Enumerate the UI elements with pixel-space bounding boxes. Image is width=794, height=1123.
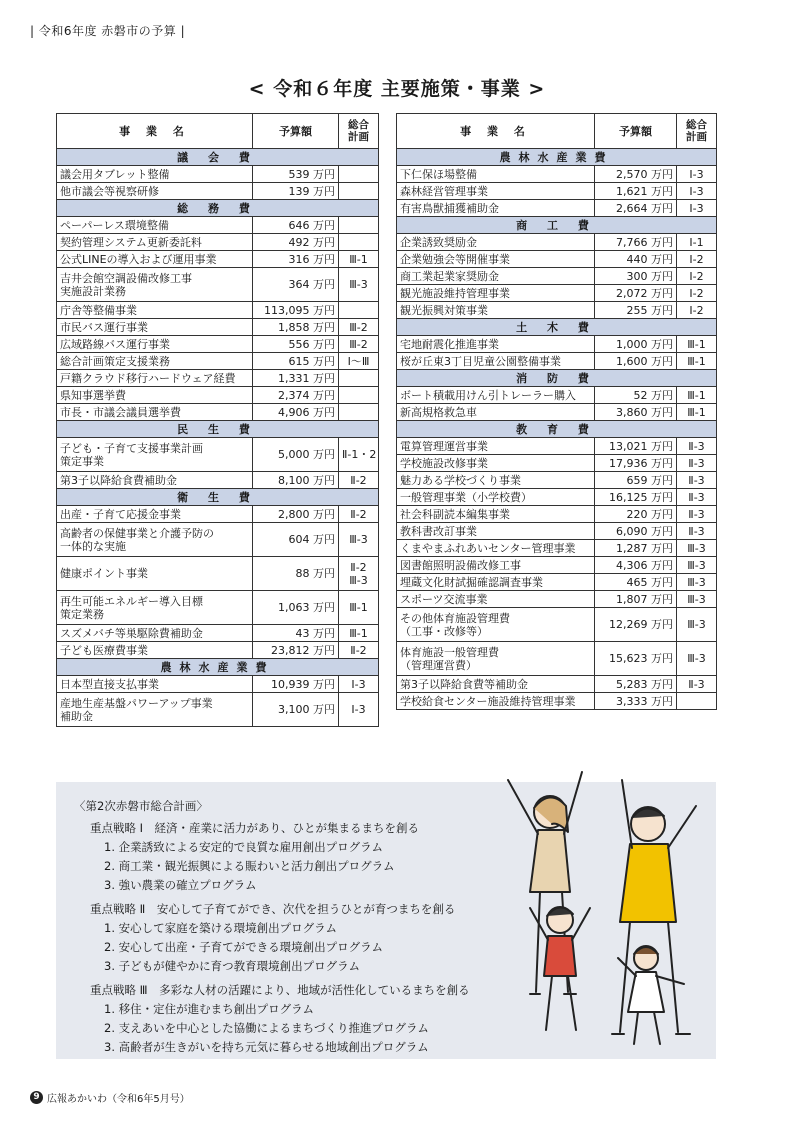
plan-code: Ⅰ-2	[677, 268, 717, 285]
plan-code	[339, 217, 379, 234]
boy-figure	[530, 907, 590, 1030]
plan-code: Ⅲ-3	[339, 268, 379, 302]
plan-code: Ⅰ-3	[339, 693, 379, 727]
category-label: 消 防 費	[397, 370, 717, 387]
plan-code: Ⅲ-1	[677, 353, 717, 370]
category-row	[57, 421, 379, 438]
project-name: 第3子以降給食費補助金	[57, 472, 253, 489]
budget-amount: 604 万円	[253, 523, 339, 557]
strategy-title: 重点戦略 Ⅱ 安心して子育てができ、次代を担うひとが育つまちを創る	[90, 902, 456, 916]
column-header-name: 事 業 名	[397, 114, 595, 149]
project-name: 電算管理運営事業	[397, 438, 595, 455]
column-header-budget: 予算額	[253, 114, 339, 149]
plan-code: Ⅲ-2	[339, 336, 379, 353]
project-name: 健康ポイント事業	[57, 557, 253, 591]
table-row	[397, 302, 717, 319]
project-name: 子ども・子育て支援事業計画 策定事業	[57, 438, 253, 472]
project-name: 観光振興対策事業	[397, 302, 595, 319]
plan-code: Ⅲ-3	[339, 523, 379, 557]
budget-amount: 3,100 万円	[253, 693, 339, 727]
category-row	[57, 489, 379, 506]
budget-amount: 139 万円	[253, 183, 339, 200]
category-label: 総 務 費	[57, 200, 379, 217]
budget-amount: 300 万円	[595, 268, 677, 285]
project-name: 図書館照明設備改修工事	[397, 557, 595, 574]
budget-amount: 1,807 万円	[595, 591, 677, 608]
table-row	[57, 625, 379, 642]
budget-amount: 2,664 万円	[595, 200, 677, 217]
plan-code	[339, 183, 379, 200]
budget-amount: 13,021 万円	[595, 438, 677, 455]
table-row	[57, 676, 379, 693]
plan-code	[339, 370, 379, 387]
budget-amount: 659 万円	[595, 472, 677, 489]
comprehensive-plan-notes	[74, 798, 534, 1063]
project-name: ペーパーレス環境整備	[57, 217, 253, 234]
project-name: その他体育施設管理費 （工事・改修等）	[397, 608, 595, 642]
budget-amount: 5,000 万円	[253, 438, 339, 472]
plan-code: Ⅲ-1	[677, 404, 717, 421]
budget-amount: 8,100 万円	[253, 472, 339, 489]
project-name: 市民バス運行事業	[57, 319, 253, 336]
project-name: 魅力ある学校づくり事業	[397, 472, 595, 489]
budget-amount: 6,090 万円	[595, 523, 677, 540]
table-row	[57, 302, 379, 319]
column-header-name: 事 業 名	[57, 114, 253, 149]
plan-code: Ⅱ-3	[677, 489, 717, 506]
category-row	[57, 200, 379, 217]
budget-amount: 7,766 万円	[595, 234, 677, 251]
plan-code: Ⅱ-3	[677, 438, 717, 455]
project-name: 学校給食センター施設維持管理事業	[397, 693, 595, 710]
budget-amount: 113,095 万円	[253, 302, 339, 319]
budget-amount: 316 万円	[253, 251, 339, 268]
budget-amount: 1,331 万円	[253, 370, 339, 387]
budget-amount: 220 万円	[595, 506, 677, 523]
budget-table-left	[56, 113, 379, 727]
budget-amount: 539 万円	[253, 166, 339, 183]
table-row	[57, 642, 379, 659]
plan-code: Ⅰ-2	[677, 251, 717, 268]
table-row	[57, 506, 379, 523]
plan-code: Ⅲ-2	[339, 319, 379, 336]
table-row	[57, 472, 379, 489]
plan-code: Ⅱ-3	[677, 676, 717, 693]
table-row	[57, 693, 379, 727]
plan-code: Ⅲ-3	[677, 608, 717, 642]
budget-amount: 1,063 万円	[253, 591, 339, 625]
plan-code: Ⅱ-3	[677, 472, 717, 489]
project-name: 市長・市議会議員選挙費	[57, 404, 253, 421]
project-name: スポーツ交流事業	[397, 591, 595, 608]
plan-code: Ⅲ-3	[677, 557, 717, 574]
budget-amount: 88 万円	[253, 557, 339, 591]
project-name: 埋蔵文化財試掘確認調査事業	[397, 574, 595, 591]
table-row	[57, 557, 379, 591]
budget-amount: 465 万円	[595, 574, 677, 591]
project-name: 広域路線バス運行事業	[57, 336, 253, 353]
footer	[30, 1090, 190, 1105]
project-name: 契約管理システム更新委託料	[57, 234, 253, 251]
plan-code: Ⅲ-1	[339, 625, 379, 642]
program-item: 1. 移住・定住が進むまち創出プログラム	[104, 1002, 315, 1016]
plan-code: Ⅱ-3	[677, 523, 717, 540]
table-row	[397, 336, 717, 353]
table-row	[397, 285, 717, 302]
table-row	[57, 404, 379, 421]
project-name: 一般管理事業（小学校費）	[397, 489, 595, 506]
column-header-plan: 総合 計画	[339, 114, 379, 149]
project-name: 産地生産基盤パワーアップ事業 補助金	[57, 693, 253, 727]
category-row	[57, 149, 379, 166]
table-row	[57, 217, 379, 234]
table-row	[397, 472, 717, 489]
table-row	[397, 455, 717, 472]
category-row	[57, 659, 379, 676]
project-name: 吉井会館空調設備改修工事 実施設計業務	[57, 268, 253, 302]
project-name: 森林経営管理事業	[397, 183, 595, 200]
program-item: 3. 高齢者が生きがいを持ち元気に暮らせる地域創出プログラム	[104, 1040, 429, 1054]
plan-code: Ⅰ-2	[677, 302, 717, 319]
project-name: 桜が丘東3丁目児童公園整備事業	[397, 353, 595, 370]
category-label: 民 生 費	[57, 421, 379, 438]
budget-amount: 2,800 万円	[253, 506, 339, 523]
plan-code: Ⅰ-3	[677, 166, 717, 183]
budget-amount: 4,306 万円	[595, 557, 677, 574]
table-row	[397, 489, 717, 506]
table-row	[397, 234, 717, 251]
budget-amount: 646 万円	[253, 217, 339, 234]
table-row	[397, 693, 717, 710]
budget-amount: 12,269 万円	[595, 608, 677, 642]
budget-table-right	[396, 113, 717, 710]
budget-amount: 2,570 万円	[595, 166, 677, 183]
program-item: 2. 商工業・観光振興による賑わいと活力創出プログラム	[104, 859, 395, 873]
project-name: 宅地耐震化推進事業	[397, 336, 595, 353]
budget-amount: 2,072 万円	[595, 285, 677, 302]
plan-code	[677, 693, 717, 710]
family-cheering-illustration	[500, 762, 710, 1052]
table-row	[57, 591, 379, 625]
plan-code: Ⅱ-2	[339, 472, 379, 489]
project-name: 企業勉強会等開催事業	[397, 251, 595, 268]
budget-amount: 23,812 万円	[253, 642, 339, 659]
budget-amount: 615 万円	[253, 353, 339, 370]
table-row	[57, 234, 379, 251]
program-item: 1. 企業誘致による安定的で良質な雇用創出プログラム	[104, 840, 384, 854]
budget-amount: 3,860 万円	[595, 404, 677, 421]
table-row	[397, 387, 717, 404]
strategy-title: 重点戦略 Ⅰ 経済・産業に活力があり、ひとが集まるまちを創る	[90, 821, 420, 835]
plan-code	[339, 404, 379, 421]
page-title: < 令和６年度 主要施策・事業 >	[248, 78, 546, 100]
budget-amount: 1,600 万円	[595, 353, 677, 370]
plan-code: Ⅰ-3	[677, 183, 717, 200]
budget-amount: 556 万円	[253, 336, 339, 353]
plan-code	[339, 387, 379, 404]
plan-code: Ⅰ-1	[677, 234, 717, 251]
budget-amount: 16,125 万円	[595, 489, 677, 506]
project-name: 企業誘致奨励金	[397, 234, 595, 251]
category-label: 農林水産業費	[397, 149, 717, 166]
category-row	[397, 217, 717, 234]
project-name: 高齢者の保健事業と介護予防の 一体的な実施	[57, 523, 253, 557]
project-name: 学校施設改修事業	[397, 455, 595, 472]
category-label: 商 工 費	[397, 217, 717, 234]
budget-amount: 2,374 万円	[253, 387, 339, 404]
plan-code	[339, 234, 379, 251]
table-row	[57, 166, 379, 183]
program-item: 3. 強い農業の確立プログラム	[104, 878, 257, 892]
table-row	[397, 200, 717, 217]
plan-code: Ⅱ-3	[677, 506, 717, 523]
budget-amount: 17,936 万円	[595, 455, 677, 472]
budget-table-left-body	[57, 149, 379, 727]
plan-code: Ⅲ-3	[677, 540, 717, 557]
project-name: 第3子以降給食費等補助金	[397, 676, 595, 693]
category-label: 教 育 費	[397, 421, 717, 438]
table-row	[397, 506, 717, 523]
table-row	[397, 591, 717, 608]
plan-code	[339, 302, 379, 319]
notes-heading: 〈第2次赤磐市総合計画〉	[74, 799, 208, 813]
column-header-budget: 予算額	[595, 114, 677, 149]
table-row	[57, 438, 379, 472]
table-row	[397, 540, 717, 557]
category-label: 土 木 費	[397, 319, 717, 336]
plan-code: Ⅲ-1	[339, 591, 379, 625]
budget-amount: 1,621 万円	[595, 183, 677, 200]
strategy-3	[74, 982, 534, 1055]
table-row	[397, 268, 717, 285]
strategy-2	[74, 901, 534, 974]
table-row	[57, 268, 379, 302]
project-name: 有害鳥獣捕獲補助金	[397, 200, 595, 217]
category-row	[397, 370, 717, 387]
budget-amount: 364 万円	[253, 268, 339, 302]
project-name: くまやまふれあいセンター管理事業	[397, 540, 595, 557]
table-row	[397, 574, 717, 591]
table-row	[397, 166, 717, 183]
budget-table-right-body	[397, 149, 717, 710]
table-row	[57, 353, 379, 370]
table-row	[57, 370, 379, 387]
plan-code: Ⅰ-3	[339, 676, 379, 693]
plan-code: Ⅲ-3	[677, 591, 717, 608]
budget-amount: 52 万円	[595, 387, 677, 404]
project-name: 子ども医療費事業	[57, 642, 253, 659]
table-row	[397, 438, 717, 455]
budget-amount: 1,000 万円	[595, 336, 677, 353]
table-row	[57, 523, 379, 557]
program-item: 2. 支えあいを中心とした協働によるまちづくり推進プログラム	[104, 1021, 429, 1035]
budget-amount: 1,858 万円	[253, 319, 339, 336]
plan-code: Ⅱ-1・2	[339, 438, 379, 472]
category-label: 農林水産業費	[57, 659, 379, 676]
publication-name: 広報あかいわ（令和6年5月号）	[47, 1094, 190, 1105]
project-name: 出産・子育て応援金事業	[57, 506, 253, 523]
budget-amount: 3,333 万円	[595, 693, 677, 710]
category-label: 議 会 費	[57, 149, 379, 166]
project-name: 公式LINEの導入および運用事業	[57, 251, 253, 268]
category-row	[397, 421, 717, 438]
plan-code: Ⅰ〜Ⅲ	[339, 353, 379, 370]
budget-amount: 1,287 万円	[595, 540, 677, 557]
table-row	[397, 642, 717, 676]
budget-amount: 43 万円	[253, 625, 339, 642]
project-name: 教科書改訂事業	[397, 523, 595, 540]
project-name: 庁舎等整備事業	[57, 302, 253, 319]
project-name: 議会用タブレット整備	[57, 166, 253, 183]
plan-code: Ⅱ-3	[677, 455, 717, 472]
plan-code: Ⅰ-3	[677, 200, 717, 217]
project-name: 観光施設維持管理事業	[397, 285, 595, 302]
table-row	[397, 557, 717, 574]
table-row	[57, 183, 379, 200]
table-row	[57, 319, 379, 336]
table-row	[57, 387, 379, 404]
program-item: 1. 安心して家庭を築ける環境創出プログラム	[104, 921, 338, 935]
table-row	[397, 183, 717, 200]
budget-amount: 255 万円	[595, 302, 677, 319]
header-tag: | 令和6年度 赤磐市の予算 |	[30, 24, 186, 38]
strategy-1	[74, 820, 534, 893]
page-number: 9	[30, 1091, 43, 1104]
budget-amount: 4,906 万円	[253, 404, 339, 421]
category-label: 衛 生 費	[57, 489, 379, 506]
plan-code: Ⅱ-2 Ⅲ-3	[339, 557, 379, 591]
table-row	[397, 523, 717, 540]
budget-amount: 440 万円	[595, 251, 677, 268]
strategy-title: 重点戦略 Ⅲ 多彩な人材の活躍により、地域が活性化しているまちを創る	[90, 983, 470, 997]
program-item: 2. 安心して出産・子育てができる環境創出プログラム	[104, 940, 384, 954]
plan-code: Ⅲ-1	[339, 251, 379, 268]
project-name: 総合計画策定支援業務	[57, 353, 253, 370]
project-name: 新高規格救急車	[397, 404, 595, 421]
table-row	[397, 608, 717, 642]
table-row	[57, 336, 379, 353]
plan-code: Ⅱ-2	[339, 506, 379, 523]
plan-code: Ⅰ-2	[677, 285, 717, 302]
category-row	[397, 319, 717, 336]
table-row	[397, 404, 717, 421]
budget-amount: 10,939 万円	[253, 676, 339, 693]
project-name: 戸籍クラウド移行ハードウェア経費	[57, 370, 253, 387]
project-name: 再生可能エネルギー導入目標 策定業務	[57, 591, 253, 625]
budget-amount: 15,623 万円	[595, 642, 677, 676]
plan-code: Ⅲ-1	[677, 336, 717, 353]
table-row	[397, 353, 717, 370]
project-name: 他市議会等視察研修	[57, 183, 253, 200]
column-header-plan: 総合 計画	[677, 114, 717, 149]
table-row	[57, 251, 379, 268]
plan-code: Ⅲ-3	[677, 574, 717, 591]
table-row	[397, 251, 717, 268]
table-row	[397, 676, 717, 693]
project-name: 下仁保ほ場整備	[397, 166, 595, 183]
category-row	[397, 149, 717, 166]
project-name: 商工業起業家奨励金	[397, 268, 595, 285]
budget-amount: 5,283 万円	[595, 676, 677, 693]
project-name: ボート積載用けん引トレーラー購入	[397, 387, 595, 404]
plan-code: Ⅱ-2	[339, 642, 379, 659]
project-name: 日本型直接支払事業	[57, 676, 253, 693]
plan-code	[339, 166, 379, 183]
project-name: 体育施設一般管理費 （管理運営費）	[397, 642, 595, 676]
budget-amount: 492 万円	[253, 234, 339, 251]
project-name: 社会科副読本編集事業	[397, 506, 595, 523]
project-name: 県知事選挙費	[57, 387, 253, 404]
plan-code: Ⅲ-1	[677, 387, 717, 404]
plan-code: Ⅲ-3	[677, 642, 717, 676]
program-item: 3. 子どもが健やかに育つ教育環境創出プログラム	[104, 959, 361, 973]
project-name: スズメバチ等巣駆除費補助金	[57, 625, 253, 642]
